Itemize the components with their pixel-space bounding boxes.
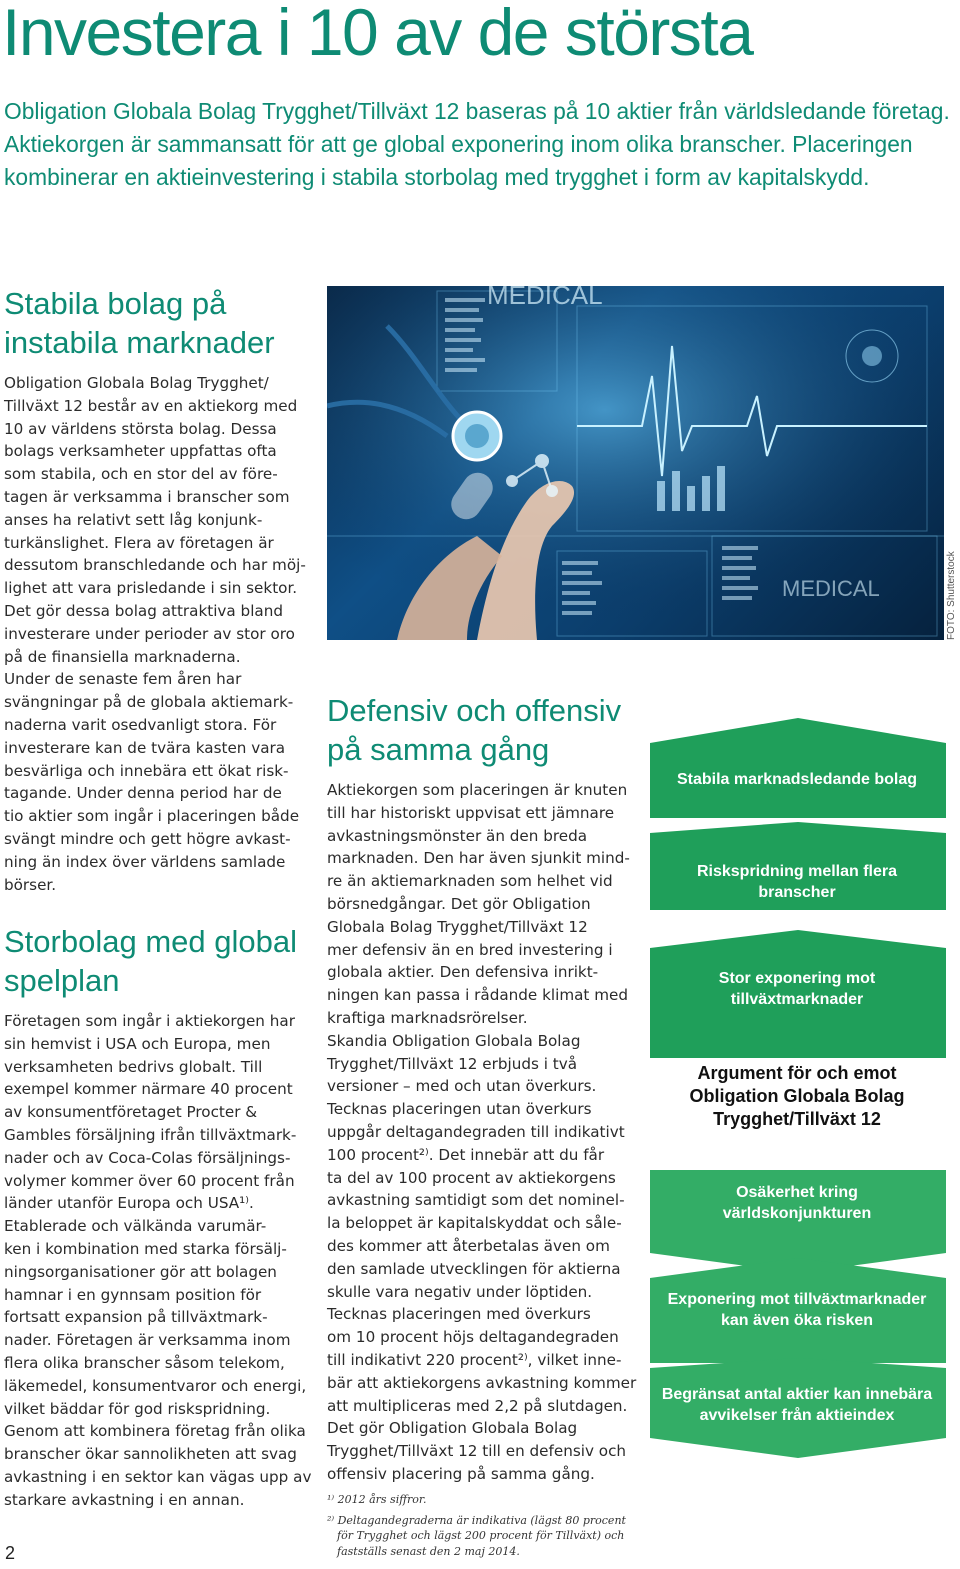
footnote-line: för Trygghet och lägst 200 procent för Tillväxt) och [337,1529,625,1542]
section-defensiv-offensiv [327,691,637,1486]
section-heading [327,691,637,769]
body-line: till har historiskt uppvisat ett jämnare [327,803,615,822]
body-line: ningen kan passa i rådande klimat med [327,986,628,1005]
heading-line: Stabila bolag på [4,286,227,321]
argument-title [650,1062,944,1131]
body-line: på de finansiella marknaderna. [4,647,241,666]
argument-title-line: Trygghet/Tillväxt 12 [713,1109,881,1129]
body-line: lighet att vara prisledande i sin sektor. [4,579,298,598]
section-body [4,372,314,896]
body-line: Obligation Globala Bolag Trygghet/ [4,374,269,392]
body-line: Genom att kombinera företag från olika [4,1422,306,1441]
body-line: Tillväxt 12 består av en aktiekorg med [4,396,298,415]
body-line: ta del av 100 procent av aktiekorgens [327,1168,616,1187]
body-line: vilket bäddar för god riskspridning. [4,1399,271,1418]
heading-line: på samma gång [327,732,550,767]
body-line: branscher ökar sannolikheten att svag [4,1445,297,1464]
body-line: Globala Bolag Trygghet/Tillväxt 12 [327,917,588,936]
body-line: investerare kan de tvära kasten vara [4,738,286,757]
section-body [327,779,637,1486]
argument-title-line: Obligation Globala Bolag [689,1086,905,1106]
pro-item-line: Stabila marknadsledande bolag [676,771,918,788]
body-line: nader och av Coca-Colas försäljnings- [4,1148,291,1167]
body-line: Trygghet/Tillväxt 12 erbjuds i två [327,1054,578,1073]
heading-line: Defensiv och offensiv [327,693,622,728]
body-line: att multipliceras med 2,2 på slutdagen. [327,1396,628,1415]
pro-item [650,769,944,790]
con-item [650,1289,944,1331]
con-item-line: avvikelser från aktieindex [699,1407,895,1424]
body-line: 10 av världens största bolag. Dessa [4,419,277,438]
body-line: Etablerade och välkända varumär- [4,1217,267,1236]
body-line: den samlade utvecklingen för aktierna [327,1259,621,1278]
footnote-line: ²⁾ Deltagandegraderna är indikativa (lägst 80 procent [327,1513,626,1527]
body-line: Det gör Obligation Globala Bolag [327,1419,578,1438]
body-line: Det gör dessa bolag attraktiva bland [4,601,283,620]
body-line: tagande. Under denna period har de [4,784,282,803]
footnote-2 [327,1513,647,1560]
body-line: ning än index över världens samlade [4,852,286,871]
footnotes [327,1492,647,1559]
body-line: dessutom branschledande och har möj- [4,556,306,575]
body-line: naderna varit osedvanligt stora. För [4,715,277,734]
pro-box [650,718,946,818]
heading-line: Storbolag med global [4,924,297,959]
section-stabila-bolag [4,284,314,896]
pro-item-line: tillväxtmarknader [730,991,864,1008]
body-line: Tecknas placeringen utan överkurs [327,1100,592,1119]
body-line: Tecknas placeringen med överkurs [327,1305,591,1324]
photo-credit [946,551,957,650]
lead-line: kombinerar en aktieinvestering i stabila storbolag med trygghet i form av kapitalskydd. [4,164,870,190]
section-body [4,1010,314,1512]
con-item-line: Exponering mot tillväxtmarknader [667,1291,927,1308]
body-line: avkastningsmönster än den breda [327,826,588,845]
body-line: 100 procent²⁾. Det innebär att du får [327,1145,605,1164]
overlay-text: MEDICAL [782,576,880,601]
body-line: läkemedel, konsumentvaror och energi, [4,1376,307,1395]
body-line: volymer kommer över 60 procent från [4,1171,295,1190]
body-line: Under de senaste fem åren har [4,670,242,689]
body-line: börsnedgångar. Det gör Obligation [327,894,591,913]
pro-item [650,861,944,903]
body-line: ken i kombination med starka försälj- [4,1239,287,1258]
lead-paragraph [4,95,950,194]
body-line: re än aktiemarknaden som helhet vid [327,872,613,891]
body-line: börser. [4,875,57,894]
pro-item-line: Riskspridning mellan flera [696,863,898,880]
con-item-line: Osäkerhet kring [736,1184,858,1201]
section-heading [4,922,314,1000]
pro-item-line: branscher [758,884,836,901]
body-line: flera olika branscher såsom telekom, [4,1353,285,1372]
body-line: uppgår deltagandegraden till indikativt [327,1122,625,1141]
con-item-line: kan även öka risken [720,1312,874,1329]
body-line: fortsatt expansion på tillväxtmark- [4,1308,268,1327]
lead-line: Obligation Globala Bolag Trygghet/Tillväxt 12 baseras på 10 aktier från världsledande företag. [4,98,950,124]
body-line: svängt mindre och gett högre avkast- [4,829,291,848]
pro-item-line: Stor exponering mot [718,970,876,987]
body-line: anses ha relativt sett låg konjunk- [4,510,263,529]
photo-illustration [327,286,944,640]
page-number: 2 [5,1543,16,1563]
body-line: ningsorganisationer gör att bolagen [4,1262,277,1281]
section-heading [4,284,314,362]
footnote-1: ¹⁾ 2012 års siffror. [327,1493,427,1506]
body-line: av konsumentföretaget Procter & [4,1103,258,1122]
body-line: tagen är verksamma i branscher som [4,487,290,506]
body-line: starkare avkastning i en annan. [4,1490,245,1509]
body-line: exempel kommer närmare 40 procent [4,1080,293,1099]
body-line: hamnar i en gynnsam position för [4,1285,262,1304]
body-line: nader. Företagen är verksamma inom [4,1331,291,1350]
medical-interface-photo [327,286,944,640]
lead-line: Aktiekorgen är sammansatt för att ge global exponering inom olika branscher. Placeringen [4,131,913,157]
body-line: som stabila, och en stor del av före- [4,465,278,484]
body-line: tio aktier som ingår i placeringen både [4,807,300,826]
body-line: bolags verksamheter uppfattas ofta [4,442,277,461]
body-line: till indikativt 220 procent²⁾, vilket inne- [327,1350,622,1369]
con-item [650,1384,944,1426]
body-line: Skandia Obligation Globala Bolag [327,1031,581,1050]
body-line: avkastning i en sektor kan vägas upp av [4,1467,312,1486]
body-line: versioner – med och utan överkurs. [327,1077,597,1096]
page-title: Investera i 10 av de största [2,0,753,69]
con-item-line: världskonjunkturen [722,1205,872,1222]
argument-title-line: Argument för och emot [697,1063,897,1083]
body-line: turkänslighet. Flera av företagen är [4,533,274,552]
body-line: länder utanför Europa och USA¹⁾. [4,1194,254,1213]
body-line: besvärliga och innebära ett ökat risk- [4,761,289,780]
photo-credit-text: FOTO: Shutterstock [946,551,957,640]
body-line: avkastning samtidigt som det nominel- [327,1191,625,1210]
body-line: svängningar på de globala aktiemark- [4,693,294,712]
heading-line: instabila marknader [4,325,275,360]
body-line: mer defensiv än en bred investering i [327,940,613,959]
footnote-line: fastställs senast den 2 maj 2014. [337,1544,520,1558]
con-item-line: Begränsat antal aktier kan innebära [661,1386,933,1403]
body-line: offensiv placering på samma gång. [327,1464,595,1483]
heading-line: spelplan [4,963,120,998]
body-line: bär att aktiekorgens avkastning kommer [327,1373,637,1392]
body-line: la beloppet är kapitalskyddat och såle- [327,1214,622,1233]
section-storbolag [4,922,314,1512]
con-item [650,1182,944,1224]
overlay-text: MEDICAL [487,286,603,310]
body-line: globala aktier. Den defensiva inrikt- [327,963,599,982]
body-line: Gambles försäljning ifrån tillväxtmark- [4,1125,297,1144]
body-line: investerare under perioder av stor oro [4,624,295,643]
body-line: Företagen som ingår i aktiekorgen har [4,1012,295,1030]
body-line: Aktiekorgen som placeringen är knuten [327,781,628,799]
body-line: verksamheten bedrivs globalt. Till [4,1057,263,1076]
body-line: kraftiga marknadsrörelser. [327,1008,528,1027]
body-line: sin hemvist i USA och Europa, men [4,1034,271,1053]
body-line: marknaden. Den har även sjunkit mind- [327,849,630,868]
body-line: om 10 procent höjs deltagandegraden [327,1328,619,1347]
body-line: des kommer att återbetalas även om [327,1236,610,1255]
body-line: Trygghet/Tillväxt 12 till en defensiv och [327,1442,627,1461]
body-line: skulle vara negativ under löptiden. [327,1282,593,1301]
pro-item [650,968,944,1010]
